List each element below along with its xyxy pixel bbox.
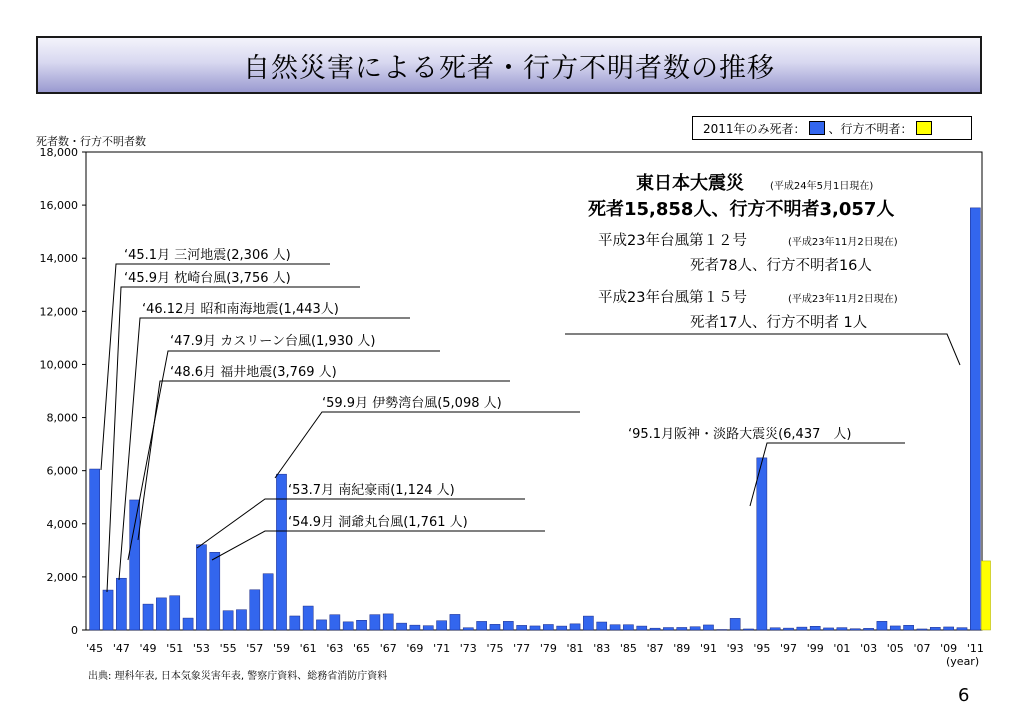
bar-dead-1975: [490, 624, 500, 630]
bar-dead-1952: [183, 618, 193, 630]
annotation-nanki: ‘53.7月 南紀豪雨(1,124 人): [288, 483, 455, 498]
y-tick-label: 14,000: [39, 252, 78, 266]
bar-dead-1982: [583, 616, 593, 630]
x-tick-label: '55: [219, 642, 237, 655]
x-tick-label: '85: [619, 642, 637, 655]
bar-dead-1964: [343, 622, 353, 630]
y-tick-label: 2,000: [46, 570, 78, 584]
bar-dead-1957: [250, 590, 260, 630]
bar-dead-2007: [917, 629, 927, 630]
x-tick-label: '95: [753, 642, 771, 655]
x-tick-label: '05: [886, 642, 904, 655]
bar-dead-1979: [543, 624, 553, 630]
bar-dead-1954: [210, 552, 220, 630]
y-tick-label: 18,000: [39, 146, 78, 159]
x-tick-label: '71: [433, 642, 451, 655]
x-tick-label: '65: [353, 642, 371, 655]
bar-dead-2009: [944, 627, 954, 630]
bar-dead-1980: [557, 626, 567, 630]
legend-text-dead: 2011年のみ死者：: [703, 121, 806, 136]
bar-dead-1956: [236, 610, 246, 630]
bar-dead-1992: [717, 630, 727, 631]
bar-dead-1950: [156, 598, 166, 630]
x-tick-label: '01: [833, 642, 851, 655]
bar-dead-1981: [570, 624, 580, 630]
x-tick-label: '61: [299, 642, 317, 655]
source-note: 出典: 理科年表, 日本気象災害年表, 警察庁資料、総務省消防庁資料: [88, 671, 388, 682]
leader-a8: [212, 531, 545, 560]
bar-dead-1977: [517, 625, 527, 630]
y-tick-label: 8,000: [46, 411, 78, 425]
annotation-typhoon15-counts: 死者17人、行方不明者 1人: [690, 315, 868, 331]
x-tick-label: '75: [486, 642, 504, 655]
page-title: 自然災害による死者・行方不明者数の推移: [243, 52, 775, 84]
bar-dead-2011: [970, 208, 980, 630]
x-tick-label: '53: [192, 642, 210, 655]
y-tick-label: 12,000: [39, 305, 78, 319]
y-tick-label: 6,000: [46, 464, 78, 478]
bar-dead-2000: [823, 628, 833, 630]
bar-dead-2006: [904, 625, 914, 630]
bar-dead-1961: [303, 606, 313, 630]
bar-dead-2003: [864, 628, 874, 630]
bar-dead-2004: [877, 621, 887, 630]
legend-text-missing: 、行方不明者：: [828, 121, 913, 136]
leader-a6: [275, 412, 580, 478]
bar-dead-1989: [677, 627, 687, 630]
x-tick-label: '45: [86, 642, 104, 655]
annotation-typhoon15-date: (平成23年11月2日現在): [788, 294, 898, 305]
x-tick-label: '97: [780, 642, 798, 655]
bar-dead-1947: [116, 578, 126, 630]
annotation-typhoon12-date: (平成23年11月2日現在): [788, 237, 898, 248]
bar-dead-1990: [690, 627, 700, 630]
bar-dead-2008: [930, 627, 940, 630]
y-axis-label: 死者数・行方不明者数: [36, 135, 146, 148]
annotation-tohoku-title: 東日本大震災: [636, 173, 744, 194]
bar-dead-1974: [477, 621, 487, 630]
bar-dead-1984: [610, 625, 620, 630]
bar-dead-2010: [957, 628, 967, 630]
x-tick-labels: [86, 642, 984, 655]
x-tick-label: '09: [940, 642, 958, 655]
leader-a2: [107, 287, 360, 592]
x-tick-label: '49: [139, 642, 157, 655]
annotation-mikawa: ‘45.1月 三河地震(2,306 人): [124, 248, 291, 263]
x-tick-label: '69: [406, 642, 424, 655]
bar-dead-1970: [423, 626, 433, 630]
annotation-fukui: ‘48.6月 福井地震(3,769 人): [170, 365, 337, 380]
y-tick-label: 10,000: [39, 358, 78, 372]
bar-dead-1965: [356, 620, 366, 630]
annotation-typhoon12-counts: 死者78人、行方不明者16人: [690, 258, 872, 274]
bar-dead-1955: [223, 611, 233, 630]
plot-frame: [86, 152, 982, 630]
x-tick-label: '11: [966, 642, 984, 655]
x-tick-label: '81: [566, 642, 584, 655]
y-tick-label: 0: [71, 624, 78, 637]
x-tick-label: '93: [726, 642, 744, 655]
x-tick-label: '73: [459, 642, 477, 655]
y-tick-label: 16,000: [39, 199, 78, 213]
annotation-kathleen: ‘47.9月 カスリーン台風(1,930 人): [170, 334, 376, 349]
bar-dead-1962: [316, 620, 326, 630]
x-tick-label: '59: [272, 642, 290, 655]
annotation-nankai: ‘46.12月 昭和南海地震(1,443人): [142, 302, 339, 317]
annotation-typhoon12-title: 平成23年台風第１２号: [598, 233, 747, 249]
bar-dead-1983: [597, 622, 607, 630]
bar-dead-1969: [410, 625, 420, 630]
bar-dead-1996: [770, 628, 780, 630]
bar-dead-1971: [437, 621, 447, 630]
bar-dead-1963: [330, 615, 340, 630]
x-tick-label: '63: [326, 642, 344, 655]
bar-dead-1985: [623, 625, 633, 630]
bar-missing-2011: [981, 561, 990, 630]
bar-dead-1994: [743, 629, 753, 630]
bar-dead-1978: [530, 626, 540, 630]
annotation-tohoku-counts: 死者15,858人、行方不明者3,057人: [588, 199, 895, 220]
bar-dead-1997: [783, 628, 793, 630]
bar-dead-1987: [650, 628, 660, 630]
bar-dead-2002: [850, 629, 860, 630]
bar-dead-1972: [450, 614, 460, 630]
x-tick-label: '07: [913, 642, 931, 655]
x-tick-label: '03: [860, 642, 878, 655]
page-number: 6: [958, 685, 970, 706]
x-tick-label: '57: [246, 642, 264, 655]
bar-dead-1960: [290, 616, 300, 630]
x-tick-label: '51: [166, 642, 184, 655]
bar-dead-1953: [196, 545, 206, 630]
annotation-isewan: ‘59.9月 伊勢湾台風(5,098 人): [322, 396, 502, 411]
bar-dead-1967: [383, 614, 393, 630]
bar-dead-1946: [103, 590, 113, 630]
annotation-hanshin: ‘95.1月阪神・淡路大震災(6,437 人): [628, 427, 852, 442]
y-tick-label: 4,000: [46, 517, 78, 531]
bar-dead-1968: [397, 623, 407, 630]
bar-dead-1988: [663, 628, 673, 630]
bar-dead-1995: [757, 458, 767, 630]
x-tick-label: '91: [699, 642, 717, 655]
leader-a9: [750, 443, 905, 506]
x-tick-label: '87: [646, 642, 664, 655]
bar-dead-1991: [703, 625, 713, 630]
bar-dead-2005: [890, 626, 900, 630]
bar-dead-1959: [276, 474, 286, 630]
bar-dead-1976: [503, 621, 513, 630]
bar-dead-1958: [263, 574, 273, 630]
bar-dead-1945: [90, 469, 100, 630]
x-tick-label: '79: [539, 642, 557, 655]
bar-dead-1966: [370, 615, 380, 630]
bar-dead-1999: [810, 626, 820, 630]
x-tick-label: '47: [112, 642, 130, 655]
x-tick-label: '99: [806, 642, 824, 655]
x-tick-label: '89: [673, 642, 691, 655]
annotation-tohoku-date: (平成24年5月1日現在): [770, 181, 874, 192]
leader-tohoku: [565, 334, 960, 365]
x-tick-label: '77: [513, 642, 531, 655]
annotation-toyamaru: ‘54.9月 洞爺丸台風(1,761 人): [288, 515, 468, 530]
bar-dead-1986: [637, 626, 647, 630]
x-tick-label: '83: [593, 642, 611, 655]
y-tick-labels: [40, 146, 79, 637]
bar-dead-1949: [143, 604, 153, 630]
x-axis-unit: (year): [946, 655, 980, 668]
bar-dead-2001: [837, 628, 847, 630]
x-tick-label: '67: [379, 642, 397, 655]
bar-dead-1973: [463, 628, 473, 630]
leader-a3: [119, 318, 410, 580]
bar-dead-1951: [170, 596, 180, 630]
bar-dead-1998: [797, 627, 807, 630]
bar-dead-1993: [730, 618, 740, 630]
bar-dead-1948: [130, 500, 140, 630]
annotation-makurazaki: ‘45.9月 枕崎台風(3,756 人): [124, 271, 291, 286]
annotation-typhoon15-title: 平成23年台風第１５号: [598, 290, 747, 306]
